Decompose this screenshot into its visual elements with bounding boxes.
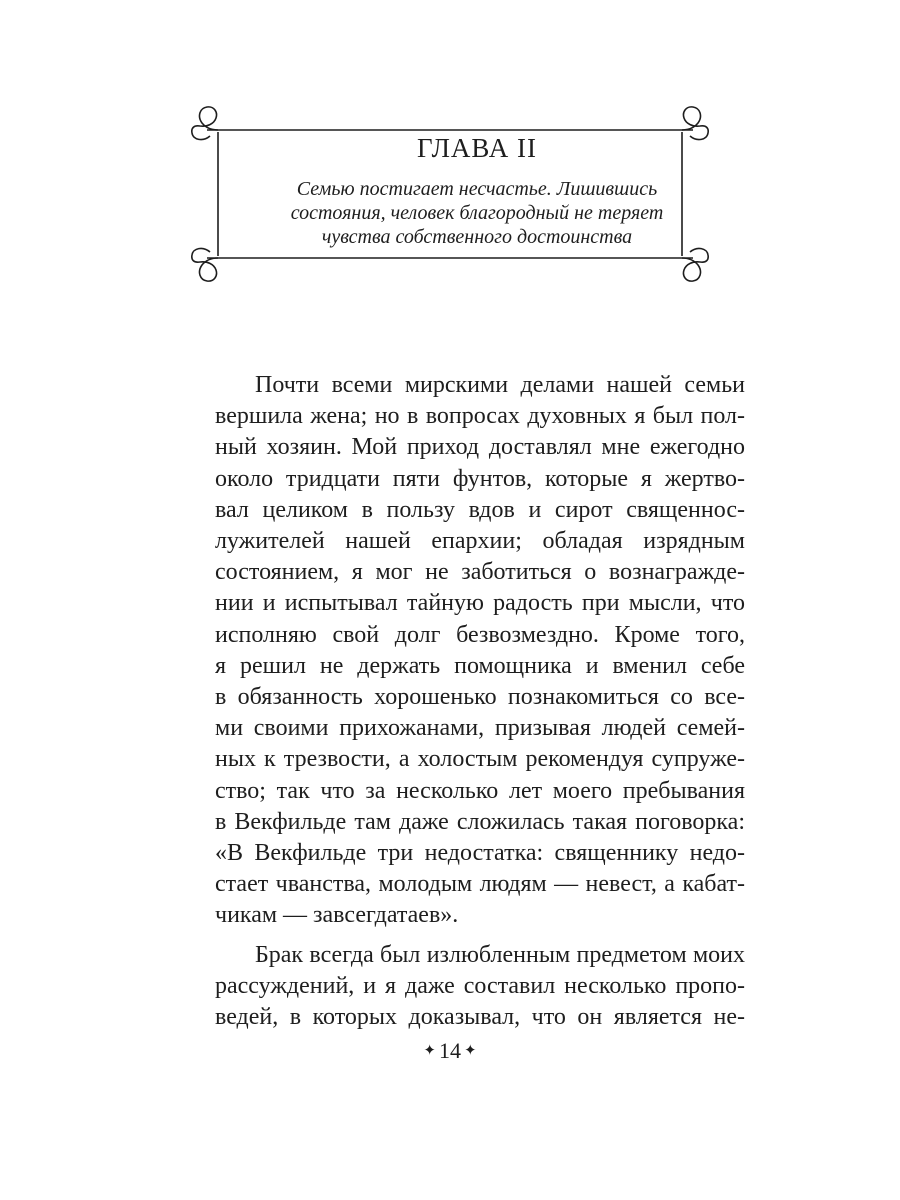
text-line: в Векфильде там даже сложилась такая поговорка: — [215, 808, 745, 835]
text-line: около тридцати пяти фунтов, которые я жертво- — [215, 465, 745, 492]
text-line: ми своими прихожанами, призывая людей семей- — [215, 715, 745, 742]
diamond-ornament-icon: ✦ — [423, 1043, 436, 1059]
text-line: ный хозяин. Мой приход доставлял мне ежегодно — [215, 434, 745, 461]
text-line: исполняю свой долг безвозмездно. Кроме того, — [215, 621, 745, 648]
text-line: Почти всеми мирскими делами нашей семьи — [255, 372, 745, 398]
text-line: ных к трезвости, а холостым рекомендуя супруже- — [215, 746, 745, 773]
text-line: «В Векфильде три недостатка: священнику недо- — [215, 840, 745, 867]
chapter-subtitle-line: состояния, человек благородный не теряет — [290, 202, 664, 224]
paragraph — [215, 370, 745, 932]
paragraph-gap — [215, 932, 745, 940]
body-text — [215, 370, 745, 1033]
text-line: я решил не держать помощника и вменил себе — [215, 652, 745, 679]
page-number: 14 — [439, 1038, 461, 1063]
text-line: рассуждений, и я даже составил несколько пропо- — [215, 972, 745, 999]
text-line: вершила жена; но в вопросах духовных я был пол- — [215, 403, 745, 430]
chapter-heading — [222, 133, 732, 249]
text-line: нии и испытывал тайную радость при мысли, что — [215, 590, 745, 617]
page-number-footer — [0, 1038, 900, 1064]
diamond-ornament-icon: ✦ — [464, 1043, 477, 1059]
chapter-subtitle — [222, 177, 732, 249]
text-line: лужителей нашей епархии; обладая изрядным — [215, 528, 745, 555]
text-line: ство; так что за несколько лет моего пребывания — [215, 777, 745, 804]
chapter-subtitle-line: чувства собственного достоинства — [321, 226, 633, 248]
text-line: стает чванства, молодым людям — невест, а кабат- — [215, 871, 745, 898]
text-line: вал целиком в пользу вдов и сирот священнос- — [215, 496, 745, 523]
text-line: состоянием, я мог не заботиться о вознагражде- — [215, 559, 745, 586]
text-line: ведей, в которых доказывал, что он является не- — [215, 1004, 745, 1031]
text-line: Брак всегда был излюбленным предметом моих — [255, 941, 745, 968]
chapter-subtitle-line: Семью постигает несчастье. Лишившись — [296, 178, 658, 200]
text-line: чикам — завсегдатаев». — [215, 902, 459, 929]
chapter-title: ГЛАВА II — [417, 133, 537, 163]
text-line: в обязанность хорошенько познакомиться со все- — [215, 684, 745, 711]
paragraph — [215, 940, 745, 1034]
